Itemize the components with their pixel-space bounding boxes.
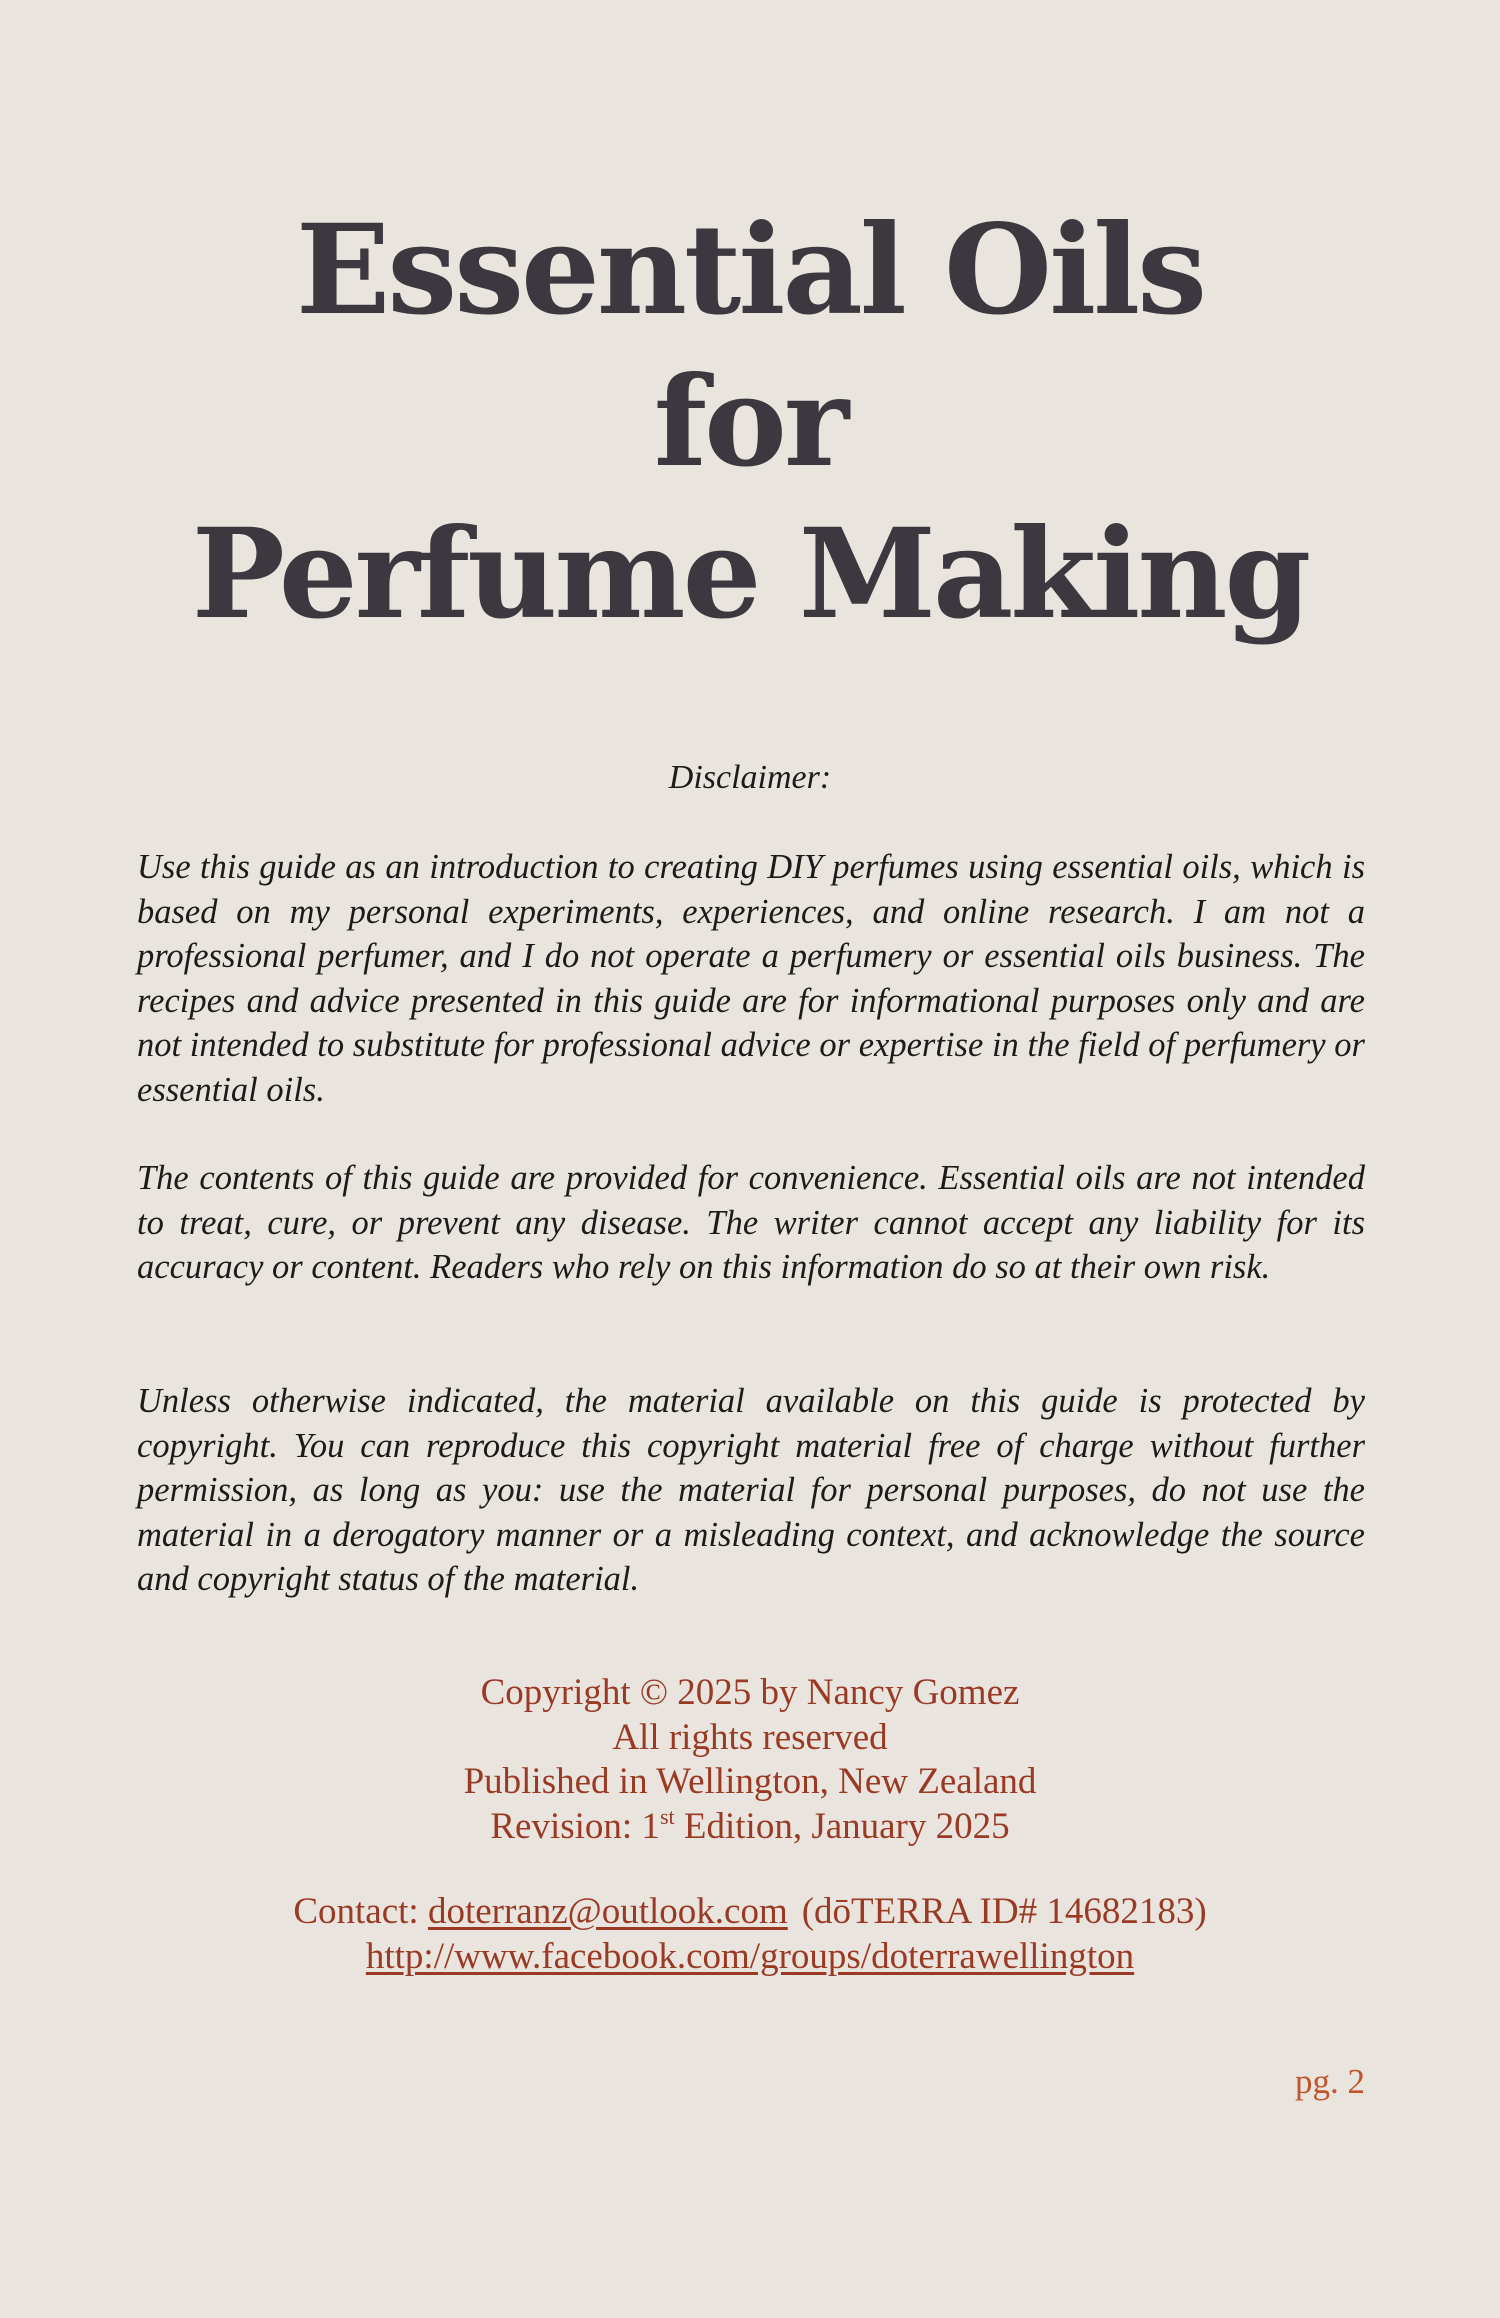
disclaimer-paragraph-3: Unless otherwise indicated, the material available on this guide is protected by copyright. You can reproduce this copyright material free of charge without further permission, as long as you: use the material for personal purposes, do not use the material in a derogatory manner or a misleading context, and acknowledge the source and copyright status of the material. — [137, 1382, 1365, 1598]
title-line-3: Perfume Making — [191, 502, 1309, 647]
contact-label: Contact: — [293, 1891, 428, 1932]
contact-block — [0, 1890, 1500, 1979]
facebook-line — [0, 1935, 1500, 1980]
title-line-1: Essential Oils — [295, 198, 1205, 343]
rights-reserved-line: All rights reserved — [612, 1716, 888, 1758]
doterra-id: (dōTERRA ID# 14682183) — [801, 1891, 1207, 1932]
copyright-line: Copyright © 2025 by Nancy Gomez — [480, 1672, 1020, 1713]
page-number: pg. 2 — [1295, 2062, 1365, 2101]
revision-prefix: Revision: 1 — [490, 1805, 660, 1847]
revision-suffix: Edition, January 2025 — [674, 1805, 1010, 1847]
contact-line — [0, 1890, 1500, 1935]
disclaimer-paragraph-1: Use this guide as an introduction to creating DIY perfumes using essential oils, which is based on my personal experiments, experiences, and online research. I am not a professional perfumer, and I do not operate a perfumery or essential oils business. The recipes and advice presented in this guide are for informational purposes only and are not intended to substitute for professional advice or expertise in the field of perfumery or essential oils. — [137, 848, 1365, 1109]
revision-line — [0, 1805, 1500, 1850]
disclaimer-paragraph-2: The contents of this guide are provided for convenience. Essential oils are not intended to treat, cure, or prevent any disease. The writer cannot accept any liability for its accuracy or content. Readers who rely on this information do so at their own risk. — [137, 1159, 1365, 1286]
document-title — [0, 195, 1500, 651]
revision-ordinal: st — [659, 1803, 675, 1829]
copyright-block — [0, 1671, 1500, 1849]
facebook-group-link[interactable]: http://www.facebook.com/groups/doterrawellington — [365, 1935, 1135, 1977]
title-line-2: for — [653, 350, 847, 495]
contact-email-link[interactable]: doterranz@outlook.com — [427, 1891, 788, 1932]
published-line: Published in Wellington, New Zealand — [463, 1761, 1037, 1802]
disclaimer-heading: Disclaimer: — [668, 759, 832, 796]
